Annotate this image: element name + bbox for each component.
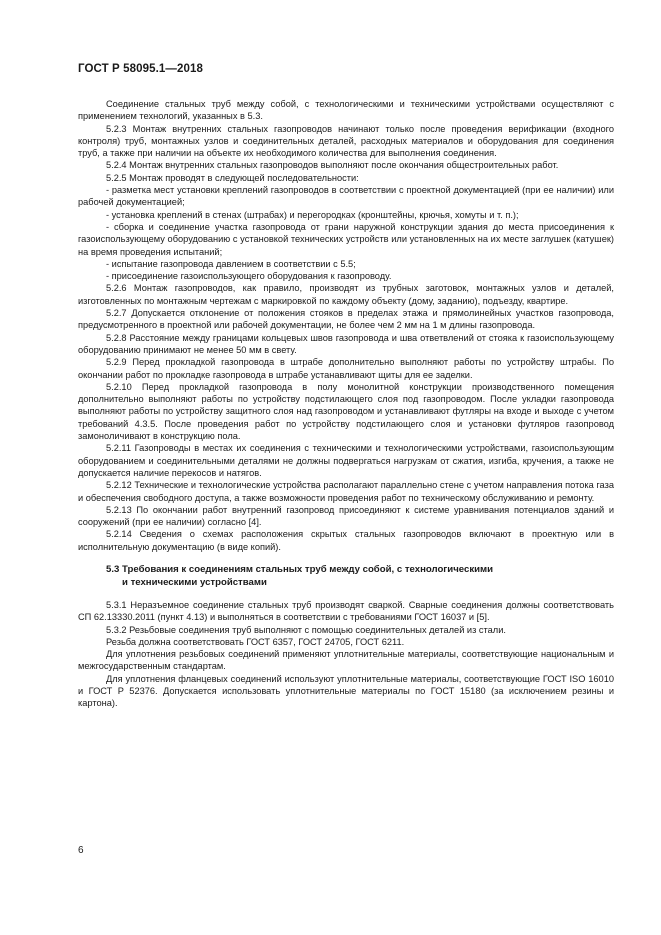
paragraph: Для уплотнения фланцевых соединений используют уплотнительные материалы, соответствующие ГОСТ ISO 16010 и ГОСТ Р 52376. Допускается использовать уплотнительные материалы по ГОСТ 15180 (за исключением резины и картона). [78, 673, 614, 709]
page-number: 6 [78, 845, 84, 856]
paragraph: 5.3.1 Неразъемное соединение стальных труб производят сваркой. Сварные соединения должны соответствовать СП 62.13330.2011 (пункт 4.13) и выполняться в соответствии с требованиями ГОСТ 16037 и [5]. [78, 599, 614, 623]
paragraph: 5.2.4 Монтаж внутренних стальных газопроводов выполняют после окончания общестроительных работ. [106, 160, 559, 171]
paragraph: Для уплотнения резьбовых соединений применяют уплотнительные материалы, соответствующие национальным и межгосударственным стандартам. [78, 649, 614, 672]
paragraph: Соединение стальных труб между собой, с технологическими и техническими устройствами осуществляют с применением технологий, указанных в 5.3. [78, 99, 614, 122]
paragraph: 5.2.9 Перед прокладкой газопровода в штрабе дополнительно выполняют работы по устройству штрабы. По окончании работ по прокладке газопровода в штрабе устанавливают щиты для ее заделки. [78, 357, 614, 380]
paragraph: 5.2.5 Монтаж проводят в следующей последовательности: [106, 172, 359, 183]
paragraph: 5.2.13 По окончании работ внутренний газопровод присоединяют к системе уравнивания потенциалов зданий и сооружений (при ее наличии) согласно [4]. [78, 504, 614, 528]
list-item: - сборка и соединение участка газопровода от грани наружной конструкции здания до места присоединения к газоиспользующему оборудованию с установкой технических устройств или установленных на их месте заглушек (катушек) на время проведения испытаний; [78, 221, 614, 257]
section-heading [78, 563, 614, 589]
paragraph: 5.2.7 Допускается отклонение от положения стояков в пределах этажа и прямолинейных участков газопровода, предусмотренного в проектной или рабочей документации, не более чем 2 мм на 1 м длины газопровода. [78, 308, 614, 331]
section-heading-line: 5.3 Требования к соединениям стальных труб между собой, с технологическими [106, 563, 494, 575]
document-body [78, 98, 614, 710]
list-item: - присоединение газоиспользующего оборудования к газопроводу. [106, 271, 392, 282]
standard-header: ГОСТ Р 58095.1—2018 [78, 63, 203, 75]
paragraph: 5.2.3 Монтаж внутренних стальных газопроводов начинают только после проведения верификации (входного контроля) труб, монтажных узлов и соединительных деталей, расходных материалов и оборудования для соединения труб, а также при наличии на объекте их необходимого количества для выполнения соединения. [78, 123, 614, 159]
list-item: - испытание газопровода давлением в соответствии с 5.5; [106, 258, 356, 269]
paragraph: 5.2.8 Расстояние между границами кольцевых швов газопровода и шва ответвлений от стояка к газоиспользующему оборудованию принимают не менее 50 мм в свету. [78, 332, 614, 355]
section-heading-line: и техническими устройствами [122, 576, 267, 588]
paragraph: 5.2.11 Газопроводы в местах их соединения с техническими и технологическими устройствами, газоиспользующим оборудованием и соединительными деталями не должны подвергаться нагрузкам от сжатия, изгиба, кручения, а также не допускается наличие перекосов и натягов. [78, 443, 614, 478]
paragraph: Резьба должна соответствовать ГОСТ 6357, ГОСТ 24705, ГОСТ 6211. [106, 636, 405, 647]
list-item: - установка креплений в стенах (штрабах) и перегородках (кронштейны, крючья, хомуты и т. п.); [106, 209, 519, 220]
paragraph: 5.2.12 Технические и технологические устройства располагают параллельно стене с учетом направления потока газа и обеспечения свободного доступа, а также возможности проведения работ по техническому обслуживанию и ремонту. [78, 480, 614, 503]
paragraph: 5.2.10 Перед прокладкой газопровода в полу монолитной конструкции производственного помещения дополнительно выполняют работы по устройству подстилающего слоя под газопроводом. После укладки газопровода выполняют работы по устройству защитного слоя над газопроводом и устанавливают футляры на входе и выходе с учетом требований 4.3.5. После проведения работ по устройству подстилающего слоя и установки футляров газопровод замоноличивают в конструкцию пола. [78, 381, 614, 442]
paragraph: 5.2.14 Сведения о схемах расположения скрытых стальных газопроводов включают в проектную или в исполнительную документацию (в виде копий). [78, 529, 614, 552]
list-item: - разметка мест установки креплений газопроводов в соответствии с проектной документацией (при ее наличии) или рабочей документацией; [78, 185, 614, 208]
paragraph: 5.2.6 Монтаж газопроводов, как правило, производят из трубных заготовок, монтажных узлов и деталей, изготовленных по монтажным чертежам с маркировкой по каждому объекту (дому, заданию), подъезду, квартире. [78, 283, 614, 306]
paragraph: 5.3.2 Резьбовые соединения труб выполняют с помощью соединительных деталей из стали. [106, 624, 506, 635]
